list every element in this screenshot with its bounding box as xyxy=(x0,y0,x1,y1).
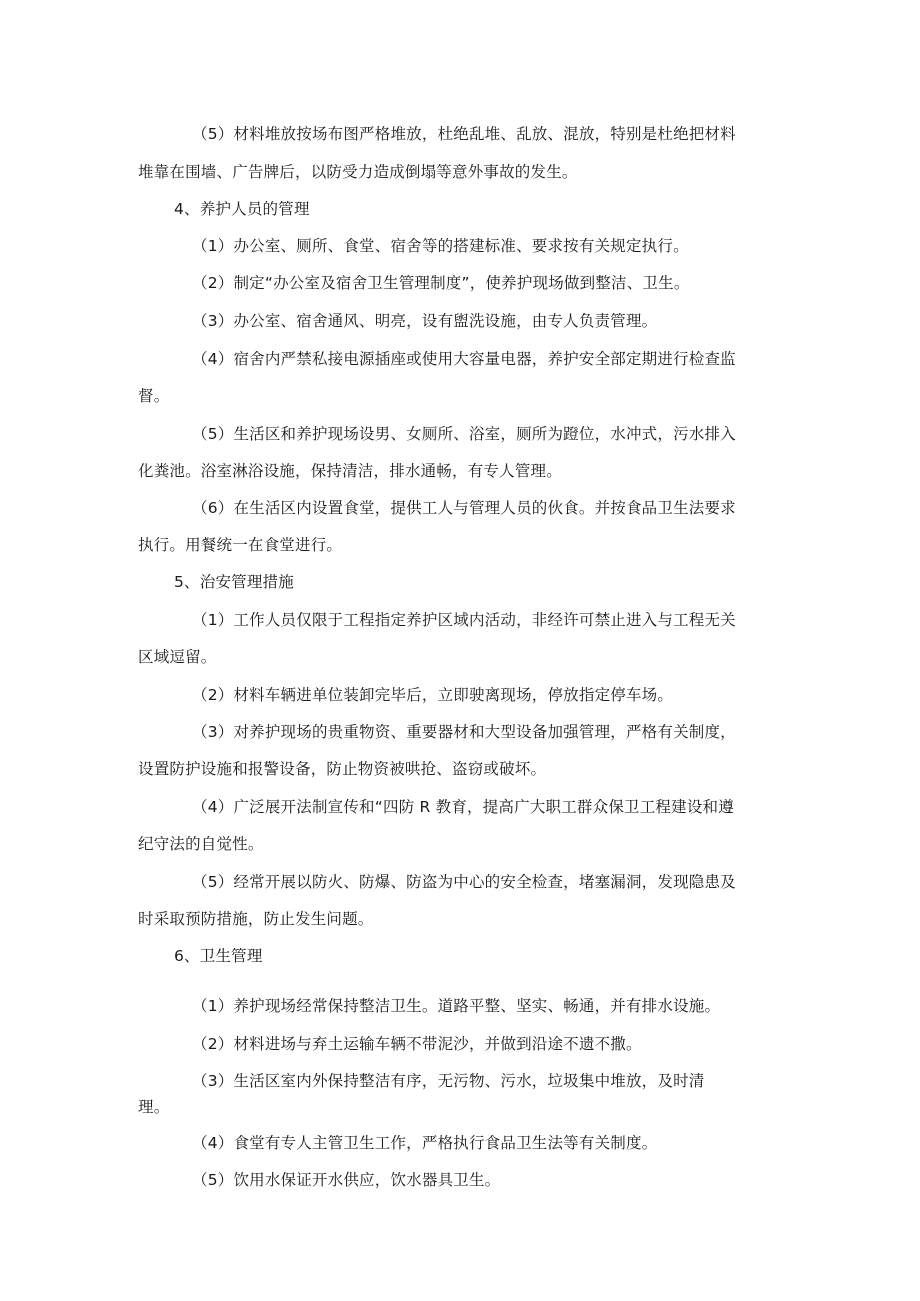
paragraph-line: 设置防护设施和报警设备，防止物资被哄抢、盗窃或破坏。 xyxy=(138,760,547,778)
paragraph-line: （6）在生活区内设置食堂，提供工人与管理人员的伙食。并按食品卫生法要求 xyxy=(192,499,736,517)
paragraph-line: （5）饮用水保证开水供应，饮水器具卫生。 xyxy=(192,1171,501,1189)
paragraph-line: （2）材料车辆进单位装卸完毕后，立即驶离现场，停放指定停车场。 xyxy=(192,686,674,704)
paragraph-line: （2）制定“办公室及宿舍卫生管理制度”，使养护现场做到整洁、卫生。 xyxy=(192,274,690,292)
paragraph-line: 时采取预防措施，防止发生问题。 xyxy=(138,910,374,928)
paragraph-line: 纪守法的自觉性。 xyxy=(138,835,264,853)
paragraph-line: （5）经常开展以防火、防爆、防盗为中心的安全检查，堵塞漏洞，发现隐患及 xyxy=(192,873,736,891)
paragraph-line: （3）办公室、宿舍通风、明亮，设有盥洗设施，由专人负责管理。 xyxy=(192,312,658,330)
paragraph-line: （2）材料进场与弃土运输车辆不带泥沙，并做到沿途不遗不撒。 xyxy=(192,1035,642,1053)
paragraph-line: （3）生活区室内外保持整洁有序，无污物、污水，垃圾集中堆放，及时清 xyxy=(192,1072,705,1090)
section-heading: 5、治安管理措施 xyxy=(174,573,294,591)
paragraph-line: （1）工作人员仅限于工程指定养护区域内活动，非经许可禁止进入与工程无关 xyxy=(192,611,736,629)
paragraph-line: 执行。用餐统一在食堂进行。 xyxy=(138,536,343,554)
paragraph-line: 督。 xyxy=(138,387,170,405)
paragraph-line: （1）办公室、厕所、食堂、宿舍等的搭建标准、要求按有关规定执行。 xyxy=(192,237,689,255)
paragraph-line: 堆靠在围墙、广告牌后，以防受力造成倒塌等意外事故的发生。 xyxy=(138,163,578,181)
paragraph-line: （4）宿舍内严禁私接电源插座或使用大容量电器，养护安全部定期进行检查监 xyxy=(192,350,736,368)
section-heading: 6、卫生管理 xyxy=(174,947,263,965)
paragraph-line: 区域逗留。 xyxy=(138,648,217,666)
paragraph-line: 化粪池。浴室淋浴设施，保持清洁，排水通畅，有专人管理。 xyxy=(138,462,562,480)
paragraph-line: （5）材料堆放按场布图严格堆放，杜绝乱堆、乱放、混放，特别是杜绝把材料 xyxy=(192,125,736,143)
section-heading: 4、养护人员的管理 xyxy=(174,200,310,218)
paragraph-line: （4）广泛展开法制宣传和“四防 R 教育，提高广大职工群众保卫工程建设和遵 xyxy=(192,798,734,816)
paragraph-line: （3）对养护现场的贵重物资、重要器材和大型设备加强管理，严格有关制度， xyxy=(192,723,736,741)
paragraph-line: 理。 xyxy=(138,1098,170,1116)
paragraph-line: （5）生活区和养护现场设男、女厕所、浴室，厕所为蹬位，水冲式，污水排入 xyxy=(192,425,736,443)
paragraph-line: （4）食堂有专人主管卫生工作，严格执行食品卫生法等有关制度。 xyxy=(192,1134,658,1152)
paragraph-line: （1）养护现场经常保持整洁卫生。道路平整、坚实、畅通，并有排水设施。 xyxy=(192,997,721,1015)
